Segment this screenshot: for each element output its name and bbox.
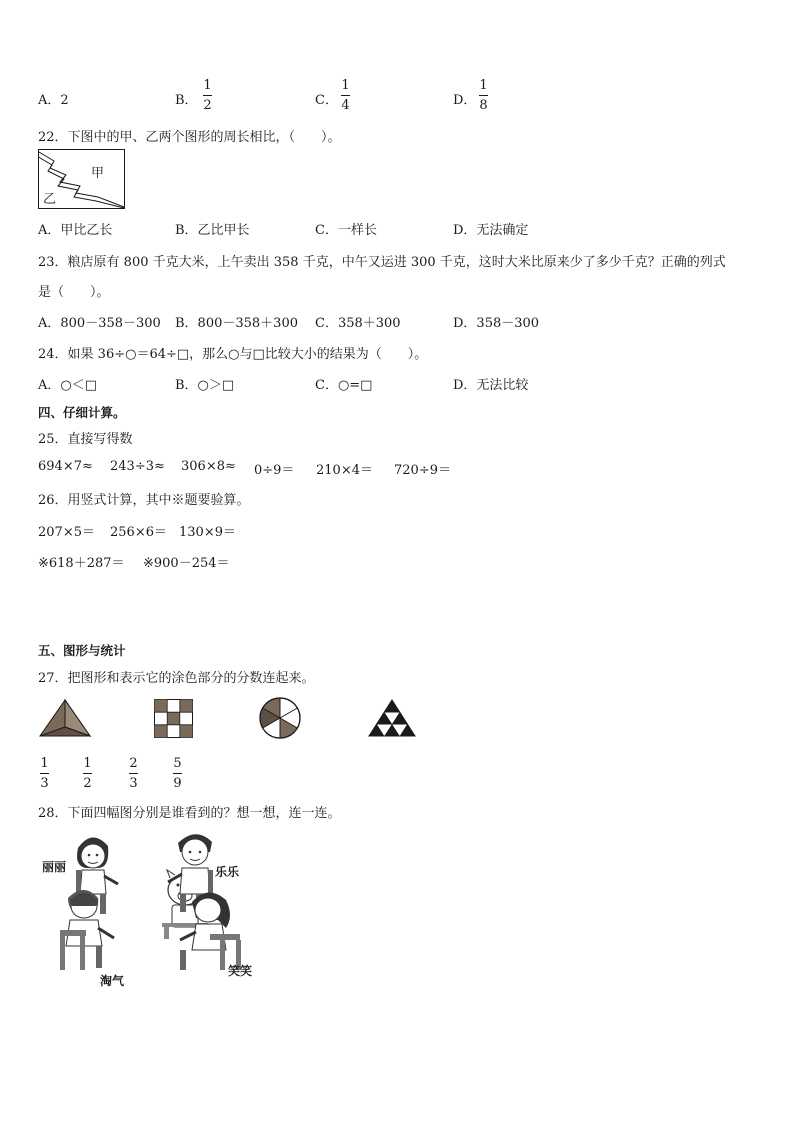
q24-stem: 24．如果 36÷○＝64÷□，那么○与□比较大小的结果为（ ）。 bbox=[38, 347, 428, 362]
fraction-numerator: 2 bbox=[129, 756, 138, 771]
q23-option-d[interactable]: D．358－300 bbox=[453, 316, 540, 331]
q27-fraction-1-2[interactable] bbox=[83, 756, 92, 791]
q25-item: 306×8≈ bbox=[181, 459, 236, 474]
q25-item: 694×7≈ bbox=[38, 459, 93, 474]
fraction-bar bbox=[479, 95, 488, 96]
q27-stem: 27．把图形和表示它的涂色部分的分数连起来。 bbox=[38, 671, 315, 686]
fraction-bar bbox=[203, 95, 212, 96]
q25-stem: 25．直接写得数 bbox=[38, 432, 133, 447]
q24-option-d[interactable]: D．无法比较 bbox=[453, 378, 529, 393]
q23-stem-line1: 23．粮店原有 800 千克大米，上午卖出 358 千克，中午又运进 300 千克，这时大米比原来少了多少千克？正确的列式 bbox=[38, 255, 726, 270]
q26-item: ※618＋287＝ bbox=[38, 556, 125, 571]
q22-option-c[interactable]: C．一样长 bbox=[315, 223, 377, 238]
q26-item: ※900－254＝ bbox=[143, 556, 230, 571]
q26-item: 256×6＝ bbox=[110, 525, 167, 540]
section5-title: 五、图形与统计 bbox=[38, 643, 126, 658]
name-label-lili: 丽丽 bbox=[42, 860, 67, 874]
fraction-numerator: 1 bbox=[83, 756, 92, 771]
q22-option-a[interactable]: A．甲比乙长 bbox=[38, 223, 113, 238]
q26-item: 207×5＝ bbox=[38, 525, 95, 540]
q26-stem: 26．用竖式计算，其中※题要验算。 bbox=[38, 493, 250, 508]
fraction-denominator: 9 bbox=[173, 776, 182, 791]
fraction-bar bbox=[129, 773, 138, 774]
name-label-taoqi: 淘气 bbox=[100, 974, 125, 988]
shaded-triangle-figure[interactable] bbox=[39, 699, 91, 737]
q21-option-a[interactable]: A．2 bbox=[38, 93, 69, 108]
q23-stem-line2: 是（ ）。 bbox=[38, 285, 110, 300]
q24-option-a[interactable]: A．○＜□ bbox=[38, 378, 98, 393]
shaded-circle-figure[interactable] bbox=[259, 697, 301, 739]
q21-option-d-fraction bbox=[479, 78, 488, 113]
fraction-numerator: 1 bbox=[203, 78, 212, 93]
fraction-numerator: 1 bbox=[341, 78, 350, 93]
fraction-bar bbox=[341, 95, 350, 96]
fraction-denominator: 2 bbox=[203, 98, 212, 113]
fraction-numerator: 1 bbox=[40, 756, 49, 771]
q21-option-c-fraction bbox=[341, 78, 350, 113]
q21-option-b-letter[interactable]: B． bbox=[175, 93, 198, 108]
triangle-grid-figure[interactable] bbox=[368, 699, 416, 737]
q21-option-b-fraction bbox=[203, 78, 212, 113]
q23-option-c[interactable]: C．358＋300 bbox=[315, 316, 401, 331]
fraction-bar bbox=[40, 773, 49, 774]
fraction-denominator: 4 bbox=[341, 98, 350, 113]
fraction-denominator: 3 bbox=[40, 776, 49, 791]
q27-fraction-1-3[interactable] bbox=[40, 756, 49, 791]
fraction-numerator: 5 bbox=[173, 756, 182, 771]
checkerboard-square-figure[interactable] bbox=[154, 699, 193, 738]
q24-option-c[interactable]: C．○=□ bbox=[315, 378, 373, 393]
q22-option-d[interactable]: D．无法确定 bbox=[453, 223, 529, 238]
q22-label-yi: 乙 bbox=[43, 192, 57, 207]
name-label-xiaoxiao: 笑笑 bbox=[228, 964, 253, 978]
q21-option-d-letter[interactable]: D． bbox=[453, 93, 477, 108]
children-around-pig-illustration bbox=[40, 828, 245, 988]
name-label-lele: 乐乐 bbox=[215, 865, 240, 879]
fraction-denominator: 8 bbox=[479, 98, 488, 113]
section4-title: 四、仔细计算。 bbox=[38, 405, 126, 420]
q24-option-b[interactable]: B．○＞□ bbox=[175, 378, 235, 393]
q22-stem: 22．下图中的甲、乙两个图形的周长相比，（ ）。 bbox=[38, 130, 341, 145]
q25-item: 210×4＝ bbox=[316, 463, 373, 478]
q25-item: 0÷9＝ bbox=[254, 463, 295, 478]
fraction-denominator: 2 bbox=[83, 776, 92, 791]
fraction-bar bbox=[83, 773, 92, 774]
q28-stem: 28．下面四幅图分别是谁看到的？想一想，连一连。 bbox=[38, 806, 341, 821]
q26-item: 130×9＝ bbox=[179, 525, 236, 540]
fraction-numerator: 1 bbox=[479, 78, 488, 93]
q25-item: 243÷3≈ bbox=[110, 459, 165, 474]
q21-option-c-letter[interactable]: C． bbox=[315, 93, 338, 108]
q27-fraction-5-9[interactable] bbox=[173, 756, 182, 791]
fraction-bar bbox=[173, 773, 182, 774]
q23-option-a[interactable]: A．800－358－300 bbox=[38, 316, 161, 331]
q23-option-b[interactable]: B．800－358＋300 bbox=[175, 316, 298, 331]
q22-label-jia: 甲 bbox=[91, 166, 105, 181]
q22-option-b[interactable]: B．乙比甲长 bbox=[175, 223, 250, 238]
fraction-denominator: 3 bbox=[129, 776, 138, 791]
q27-fraction-2-3[interactable] bbox=[129, 756, 138, 791]
q25-item: 720÷9＝ bbox=[394, 463, 451, 478]
